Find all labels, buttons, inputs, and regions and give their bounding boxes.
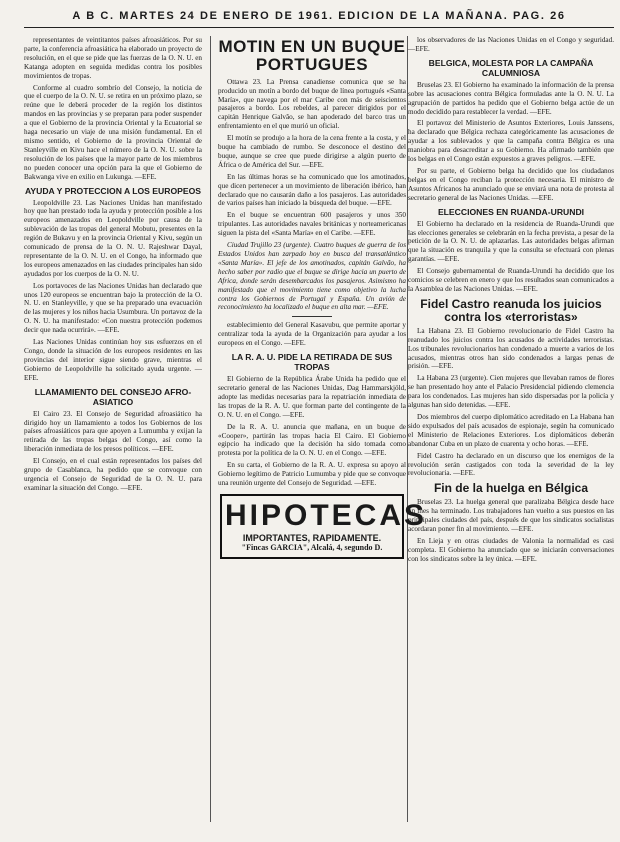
article-paragraph: El Cairo 23. El Consejo de Seguridad afroasiático ha dirigido hoy un llamamiento a todos los Gobiernos de los países afroasiáticos para que apoyen a Lumumba y exijan la retirada de las tropas belgas del Congo, así como la liberación inmediata de los presos políticos. —EFE. bbox=[24, 409, 202, 454]
article-paragraph: Dos miembros del cuerpo diplomático acreditado en La Habana han sido expulsados del país acusados de espionaje, según ha comunicado el Ministerio de Relaciones Exteriores. Los diplomáticos deberán abandonar Cuba en un plazo de cuarenta y ocho horas. —EFE. bbox=[408, 413, 614, 448]
headline-rau: LA R. A. U. PIDE LA RETIRADA DE SUS TROPAS bbox=[231, 352, 393, 373]
italic-paragraph: Ciudad Trujillo 23 (urgente). Cuatro buques de guerra de los Estados Unidos han zarpado hoy en busca del transatlántico «Santa María». El jefe de los amotinados, capitán Galvão, ha hecho saber por radio que el buque se dirige hacia un puerto de Africa, donde serán desembarcados los pasajeros. Asimismo ha manifestado que el movimiento tiene como objetivo la lucha contra los Gobiernos de Portugal y España. Un avión de reconocimiento ha localizado el buque en alta mar. —EFE. bbox=[218, 241, 406, 312]
article-paragraph: El Consejo gubernamental de Ruanda-Urundi ha decidido que los comicios se celebren en enero y que los resultados sean comunicados a la Asamblea de las Naciones Unidas. —EFE. bbox=[408, 267, 614, 293]
page-masthead: A B C. MARTES 24 DE ENERO DE 1961. EDICION DE LA MAÑANA. PAG. 26 bbox=[72, 10, 566, 22]
article-paragraph: En el buque se encuentran 600 pasajeros y unos 350 tripulantes. Las autoridades navales británicas y norteamericanas siguen la pista del «Santa María» en el Caribe. —EFE. bbox=[218, 211, 406, 238]
masthead-rule bbox=[24, 27, 614, 28]
ad-title: HIPOTECAS bbox=[225, 498, 428, 532]
column-divider-left bbox=[210, 36, 211, 822]
headline-llamamiento: LLAMAMIENTO DEL CONSEJO AFRO-ASIATICO bbox=[34, 386, 192, 407]
column-two bbox=[218, 36, 428, 826]
article-paragraph: Fidel Castro ha declarado en un discurso que los enemigos de la revolución serán castigados con toda la severidad de la ley revolucionaria. —EFE. bbox=[408, 451, 614, 478]
article-paragraph: Por su parte, el Gobierno belga ha decidido que los ciudadanos belgas en el Congo reciban la protección necesaria. El ministro de Asuntos Africanos ha anunciado que se enviará una nota de protesta al secretario general de las Naciones Unidas. —EFE. bbox=[408, 166, 614, 202]
headline-belgica: BELGICA, MOLESTA POR LA CAMPAÑA CALUMNIOSA bbox=[428, 57, 594, 78]
article-paragraph: El Gobierno ha declarado en la residencia de Ruanda-Urundi que las elecciones generales se celebrarán en la fecha prevista, a pesar de la petición de la O. N. U. de aplazarlas. Las autoridades belgas afirman que la situación es tranquila y que la consulta se efectuará con plenas garantías. —EFE. bbox=[408, 219, 614, 264]
headline-motin: MOTIN EN UN BUQUE PORTUGUES bbox=[218, 37, 406, 74]
article-paragraph: establecimiento del General Kasavubu, que permite aportar y centralizar toda la ayuda de la Organización para ayudar a los europeos en el Congo. —EFE. bbox=[218, 321, 406, 348]
article-paragraph: El Gobierno de la República Árabe Unida ha pedido que el secretario general de las Naciones Unidas, Dag Hammarskjöld, adopte las medidas necesarias para la repatriación inmediata de las tropas de la R. A. U. que forman parte del contingente de la O. N. U. en el Congo. —EFE. bbox=[218, 375, 406, 419]
article-paragraph: La Habana 23 (urgente). Cien mujeres que llevaban ramos de flores se han presentado hoy ante el Palacio Presidencial pidiendo clemencia para los condenados. Las mujeres han sido dispersadas por la policía y algunas han sido detenidas. —EFE. bbox=[408, 374, 614, 410]
headline-huelga: Fin de la huelga en Bélgica bbox=[433, 481, 589, 496]
section-rule bbox=[292, 316, 332, 317]
article-paragraph: El motín se produjo a la hora de la cena frente a la costa, y el buque ha cambiado de rumbo. Se desconoce el destino del buque, aunque se cree que puede dirigirse a algún puerto de África o de América del Sur. —EFE. bbox=[218, 134, 406, 169]
headline-ruanda: ELECCIONES EN RUANDA-URUNDI bbox=[437, 206, 585, 217]
column-one bbox=[24, 36, 202, 826]
article-paragraph: Leopoldville 23. Las Naciones Unidas han manifestado hoy que han prestado toda la ayuda y protección posible a los europeos amenazados en Leopoldville por causa de la sublevación de las tropas del general Mobutu, presentes en la región de Bukavu y en la provincia Oriental y Kivu, según un comunicado de prensa de la O. N. U. Rajeshwar Dayal, representante de la O. N. U. en el Congo, ha informado que los europeos amenazados en las ciudades principales han sido ayudados por los cuerpos de la O. N. U. bbox=[24, 198, 202, 278]
article-paragraph: El Consejo, en el cual están representados los países del grupo de Casablanca, ha pedido que se convoque con urgencia el Consejo de Seguridad de la O. N. U. para examinar la situación del Congo. —EFE. bbox=[24, 457, 202, 492]
article-paragraph: Las Naciones Unidas continúan hoy sus esfuerzos en el Congo, donde la situación de los europeos residentes en las provincias del interior sigue siendo grave, mientras el Gobierno de Leopoldville ha solicitado ayuda urgente. —EFE. bbox=[24, 338, 202, 382]
headline-ayuda: AYUDA Y PROTECCION A LOS EUROPEOS bbox=[24, 185, 202, 196]
article-paragraph: El portavoz del Ministerio de Asuntos Exteriores, Louis Janssens, ha declarado que Bélgica rechaza categóricamente las acusaciones de ayudar a los sublevados y que la campaña contra Bélgica es una maniobra para desacreditar a su Gobierno. Ha afirmado también que los belgas en el Congo están expuestos a graves peligros. —EFE. bbox=[408, 119, 614, 164]
article-paragraph: Ottawa 23. La Prensa canadiense comunica que se ha producido un motín a bordo del buque de línea portugués «Santa María», que navega por el mar Caribe con más de seiscientos pasajeros a bordo. Los rebeldes, al parecer dirigidos por el capitán Henrique Galvão, se han apoderado del barco tras un enfrentamiento en el que murió un oficial. bbox=[218, 77, 406, 131]
headline-fidel: Fidel Castro reanuda los juicios contra los «terroristas» bbox=[420, 296, 602, 324]
ad-address: "Fincas GARCIA", Alcalá, 4, segundo D. bbox=[241, 542, 383, 552]
article-paragraph: Conforme al cuadro sombrío del Consejo, la noticia de que el cuerpo de la O. N. U. se retira en un próximo plazo, se reúne que le deberá proceder de la región los distintos mandos en las provincias y se preparan para poder suspender a que el Gobierno de la provincia Oriental y la Ecuatorial se haga necesario un viaje de una misión fundamental. En el mismo sentido, el Gobierno de la provincia Oriental de Stanleyville en Kivu hace el número de la O. N. U. sobre la resolución de los países que la mayor parte de los miembros no pueden conocer una opción para la que el Gobierno de Bakwanga vive en exilio en Lukunga. —EFE. bbox=[24, 83, 202, 181]
article-paragraph: De la R. A. U. anuncia que mañana, en un buque de «Cooper», partirán las tropas hacia El Cairo. El Gobierno egipcio ha indicado que la decisión ha sido tomada como protesta por la política de la O. N. U. en el Congo. —EFE. bbox=[218, 422, 406, 458]
article-paragraph: los observadores de las Naciones Unidas en el Congo y seguridad. —EFE. bbox=[408, 36, 614, 53]
article-paragraph: Bruselas 23. La huelga general que paralizaba Bélgica desde hace un mes ha terminado. Los trabajadores han vuelto a sus puestos en las principales ciudades del país, después de que los sindicatos socialistas acordaran poner fin al movimiento. —EFE. bbox=[408, 498, 614, 534]
ad-subtitle: IMPORTANTES, RAPIDAMENTE. bbox=[242, 532, 382, 543]
column-three bbox=[408, 36, 614, 826]
article-paragraph: En Lieja y en otras ciudades de Valonia la normalidad es casi completa. El Gobierno ha anunciado que se iniciarán conversaciones con los sindicatos sobre la ley única. —EFE. bbox=[408, 536, 614, 563]
article-paragraph: Bruselas 23. El Gobierno ha examinado la información de la prensa sobre las acusaciones contra Bélgica formuladas ante la O. N. U. La agrupación de partidos ha pedido que el Gobierno belga actúe de un modo decidido para restablecer la verdad. —EFE. bbox=[408, 80, 614, 116]
article-paragraph: En las últimas horas se ha comunicado que los amotinados, que dicen pertenecer a un movimiento de liberación ibérico, han declarado que no causarán daño a los pasajeros. Las autoridades de varios países han iniciado la búsqueda del buque. —EFE. bbox=[218, 172, 406, 208]
article-paragraph: Los portavoces de las Naciones Unidas han declarado que unos 120 europeos se encuentran bajo la protección de la O. N. U. en Stanleyville, y que se ha preparado una evacuación de las mujeres y los niños hacia Usumbura. Un portavoz de la O. N. U. ha manifestado: «Con nuestra protección podemos decir que nada ocurrirá». —EFE. bbox=[24, 281, 202, 335]
article-paragraph: representantes de veintitantos países afroasiáticos. Por su parte, la conferencia afroasiática ha elaborado un proyecto de resolución, en el que se pide que las fuerzas de la O. N. U. en Katanga adopten en seguida medidas contra los posibles movimientos de tropas. bbox=[24, 36, 202, 80]
article-paragraph: En su carta, el Gobierno de la R. A. U. expresa su apoyo al Gobierno legítimo de Patricio Lumumba y pide que se convoque una reunión urgente del Consejo de Seguridad. —EFE. bbox=[218, 461, 406, 488]
article-paragraph: La Habana 23. El Gobierno revolucionario de Fidel Castro ha reanudado los juicios contra los acusados de actividades terroristas. Los tribunales revolucionarios han condenado a muerte a varios de los acusados, mientras otros han sido condenados a largas penas de prisión. —EFE. bbox=[408, 326, 614, 371]
advertisement-box bbox=[220, 494, 428, 559]
